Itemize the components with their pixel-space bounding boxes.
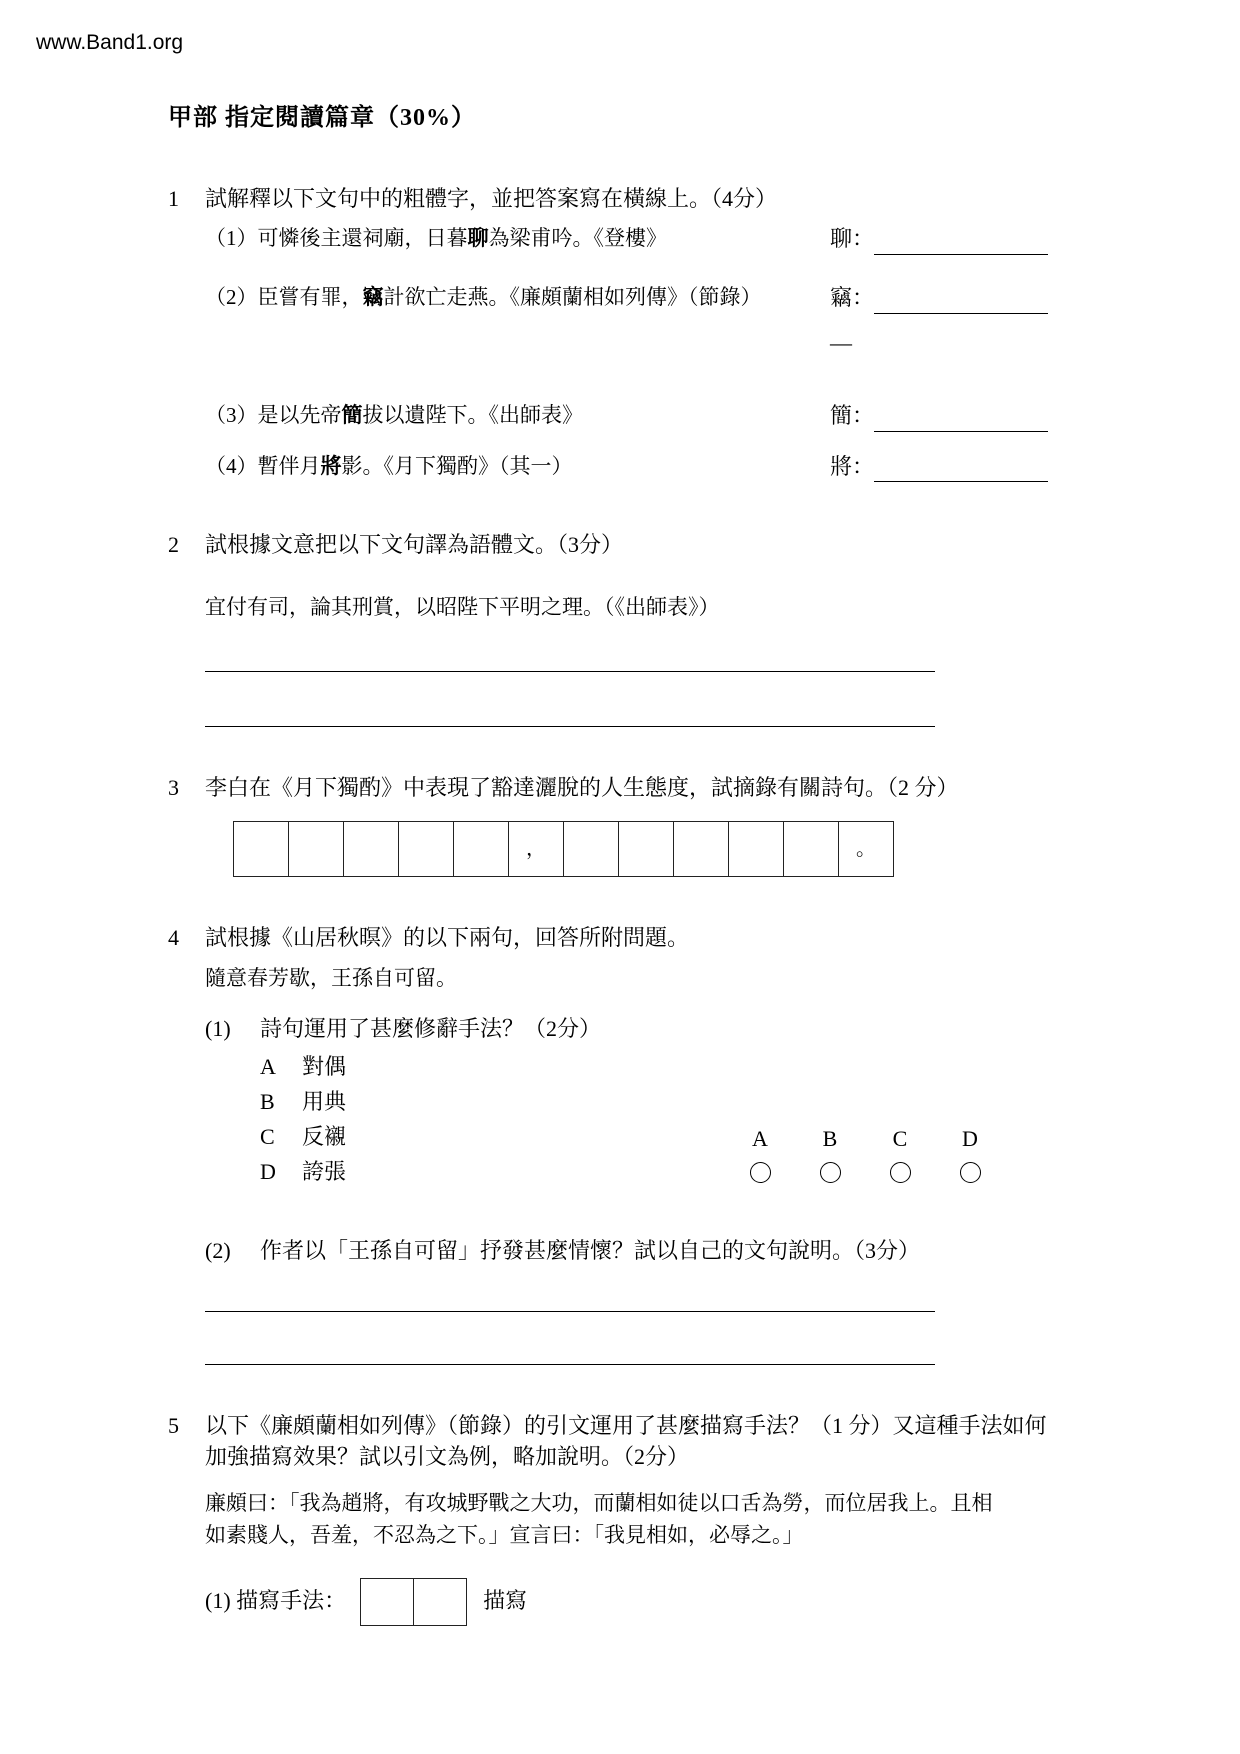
question-1-item-4 <box>205 452 1048 483</box>
answer-rule <box>205 726 935 727</box>
answer-label-4: 將： <box>830 453 875 479</box>
exam-content <box>168 102 1048 1626</box>
part-2-label: (2) <box>205 1238 231 1264</box>
question-1 <box>168 184 1048 483</box>
answer-box <box>413 1578 467 1626</box>
question-3-number: 3 <box>168 774 179 800</box>
answer-label-3: 簡： <box>830 402 875 428</box>
item-text-post: 拔以遺陛下。《出師表》 <box>362 402 583 427</box>
answer-rule <box>205 1364 935 1365</box>
option-letter: D <box>260 1159 276 1185</box>
answer-bubble-a <box>750 1162 771 1183</box>
grid-cell-comma: ， <box>508 821 564 877</box>
grid-cell <box>783 821 839 877</box>
answer-blank-2 <box>874 289 1048 314</box>
answer-line-4 <box>830 452 1048 483</box>
question-1-item-2 <box>205 283 1048 359</box>
item-text-post: 為梁甫吟。《登樓》 <box>488 226 667 251</box>
question-5 <box>168 1411 1048 1626</box>
item-bold-char: 竊 <box>362 285 384 310</box>
answer-blank-4 <box>874 457 1048 482</box>
item-bold-char: 簡 <box>341 402 363 427</box>
item-text-pre: （1）可憐後主還祠廟，日暮 <box>205 226 468 251</box>
part-1-label: (1) 描寫手法： <box>205 1588 347 1614</box>
page-title: 甲部 指定閱讀篇章（30%） <box>168 105 476 131</box>
answer-line-1 <box>830 224 1048 255</box>
site-url: www.Band1.org <box>36 31 184 54</box>
question-4-quote: 隨意春芳歇，王孫自可留。 <box>205 966 457 991</box>
option-letter: B <box>260 1089 275 1115</box>
option-letter: C <box>260 1124 275 1150</box>
option-label: 用典 <box>302 1089 347 1115</box>
answer-blank-2-overflow: — <box>830 329 852 355</box>
question-1-item-1 <box>205 224 1048 255</box>
answer-bubble-d <box>960 1162 981 1183</box>
part-1-label: (1) <box>205 1015 231 1041</box>
part-1-text: 詩句運用了甚麼修辭手法？（2分） <box>260 1015 602 1041</box>
item-text-pre: （3）是以先帝 <box>205 402 342 427</box>
question-4-part-1 <box>205 1014 1048 1191</box>
bubble-letter-b: B <box>822 1126 838 1152</box>
grid-cell <box>233 821 289 877</box>
part-2-text: 作者以「王孫自可留」抒發甚麼情懷？試以自己的文句說明。（3分） <box>260 1238 921 1264</box>
answer-blank-3 <box>874 406 1048 431</box>
answer-rule <box>205 671 935 672</box>
question-1-number: 1 <box>168 185 179 211</box>
question-5-number: 5 <box>168 1413 179 1439</box>
question-1-text: 試解釋以下文句中的粗體字，並把答案寫在橫線上。（4分） <box>205 185 778 211</box>
answer-bubble-block <box>725 1124 1005 1188</box>
item-bold-char: 將 <box>320 453 342 478</box>
grid-cell <box>343 821 399 877</box>
question-3 <box>168 773 1048 878</box>
item-text-pre: （4）暫伴月 <box>205 453 321 478</box>
answer-line-3 <box>830 401 1048 432</box>
grid-cell <box>398 821 454 877</box>
answer-bubble-c <box>890 1162 911 1183</box>
item-text-post: 計欲亡走燕。《廉頗蘭相如列傳》（節錄） <box>383 285 762 310</box>
question-5-quote: 廉頗曰：「我為趙將，有攻城野戰之大功，而蘭相如徒以口舌為勞，而位居我上。且相如素賤人，吾羞，不忍為之下。」宣言曰：「我見相如，必辱之。」 <box>205 1490 993 1548</box>
question-1-item-2-text <box>205 283 797 312</box>
answer-box <box>360 1578 414 1626</box>
question-5-part-1 <box>205 1578 1048 1626</box>
answer-blank-1 <box>874 230 1048 255</box>
grid-cell <box>618 821 674 877</box>
grid-cell <box>728 821 784 877</box>
answer-box-pair <box>360 1578 467 1626</box>
answer-character-grid <box>233 821 1048 877</box>
option-label: 對偶 <box>302 1054 347 1080</box>
grid-cell-period: 。 <box>838 821 894 877</box>
question-2-text: 試根據文意把以下文句譯為語體文。（3分） <box>205 532 624 558</box>
item-bold-char: 聊 <box>467 226 489 251</box>
answer-line-2 <box>830 283 1048 314</box>
question-1-item-3-text <box>205 401 797 430</box>
bubble-letter-c: C <box>892 1126 908 1152</box>
mc-option-a <box>260 1050 1048 1085</box>
option-label: 誇張 <box>302 1159 347 1185</box>
grid-cell <box>453 821 509 877</box>
item-text-pre: （2）臣嘗有罪， <box>205 285 363 310</box>
part-1-suffix: 描寫 <box>483 1588 528 1614</box>
grid-cell <box>288 821 344 877</box>
question-2-quote: 宜付有司，論其刑賞，以昭陛下平明之理。（《出師表》） <box>205 595 720 620</box>
question-4 <box>168 923 1048 1365</box>
mc-option-b <box>260 1085 1048 1120</box>
answer-rule <box>205 1311 935 1312</box>
answer-label-1: 聊： <box>830 226 875 252</box>
question-2-number: 2 <box>168 532 179 558</box>
question-1-item-4-text <box>205 452 797 481</box>
question-1-item-3 <box>205 401 1048 432</box>
grid-cell <box>673 821 729 877</box>
option-letter: A <box>260 1054 276 1080</box>
bubble-letter-d: D <box>962 1126 978 1152</box>
question-5-text: 以下《廉頗蘭相如列傳》（節錄）的引文運用了甚麼描寫手法？（1 分）又這種手法如何加強描寫效果？試以引文為例，略加說明。（2分） <box>205 1413 1047 1469</box>
bubble-letter-a: A <box>752 1126 768 1152</box>
question-2 <box>168 530 1048 726</box>
question-1-item-1-text <box>205 224 797 253</box>
item-text-post: 影。《月下獨酌》（其一） <box>341 453 573 478</box>
option-label: 反襯 <box>302 1124 347 1150</box>
answer-label-2: 竊： <box>830 285 875 311</box>
question-3-text: 李白在《月下獨酌》中表現了豁達灑脫的人生態度，試摘錄有關詩句。（2 分） <box>205 774 959 800</box>
answer-bubble-b <box>820 1162 841 1183</box>
question-4-number: 4 <box>168 925 179 951</box>
grid-cell <box>563 821 619 877</box>
question-4-part-2 <box>205 1236 1048 1267</box>
question-4-text: 試根據《山居秋暝》的以下兩句，回答所附問題。 <box>205 925 690 951</box>
